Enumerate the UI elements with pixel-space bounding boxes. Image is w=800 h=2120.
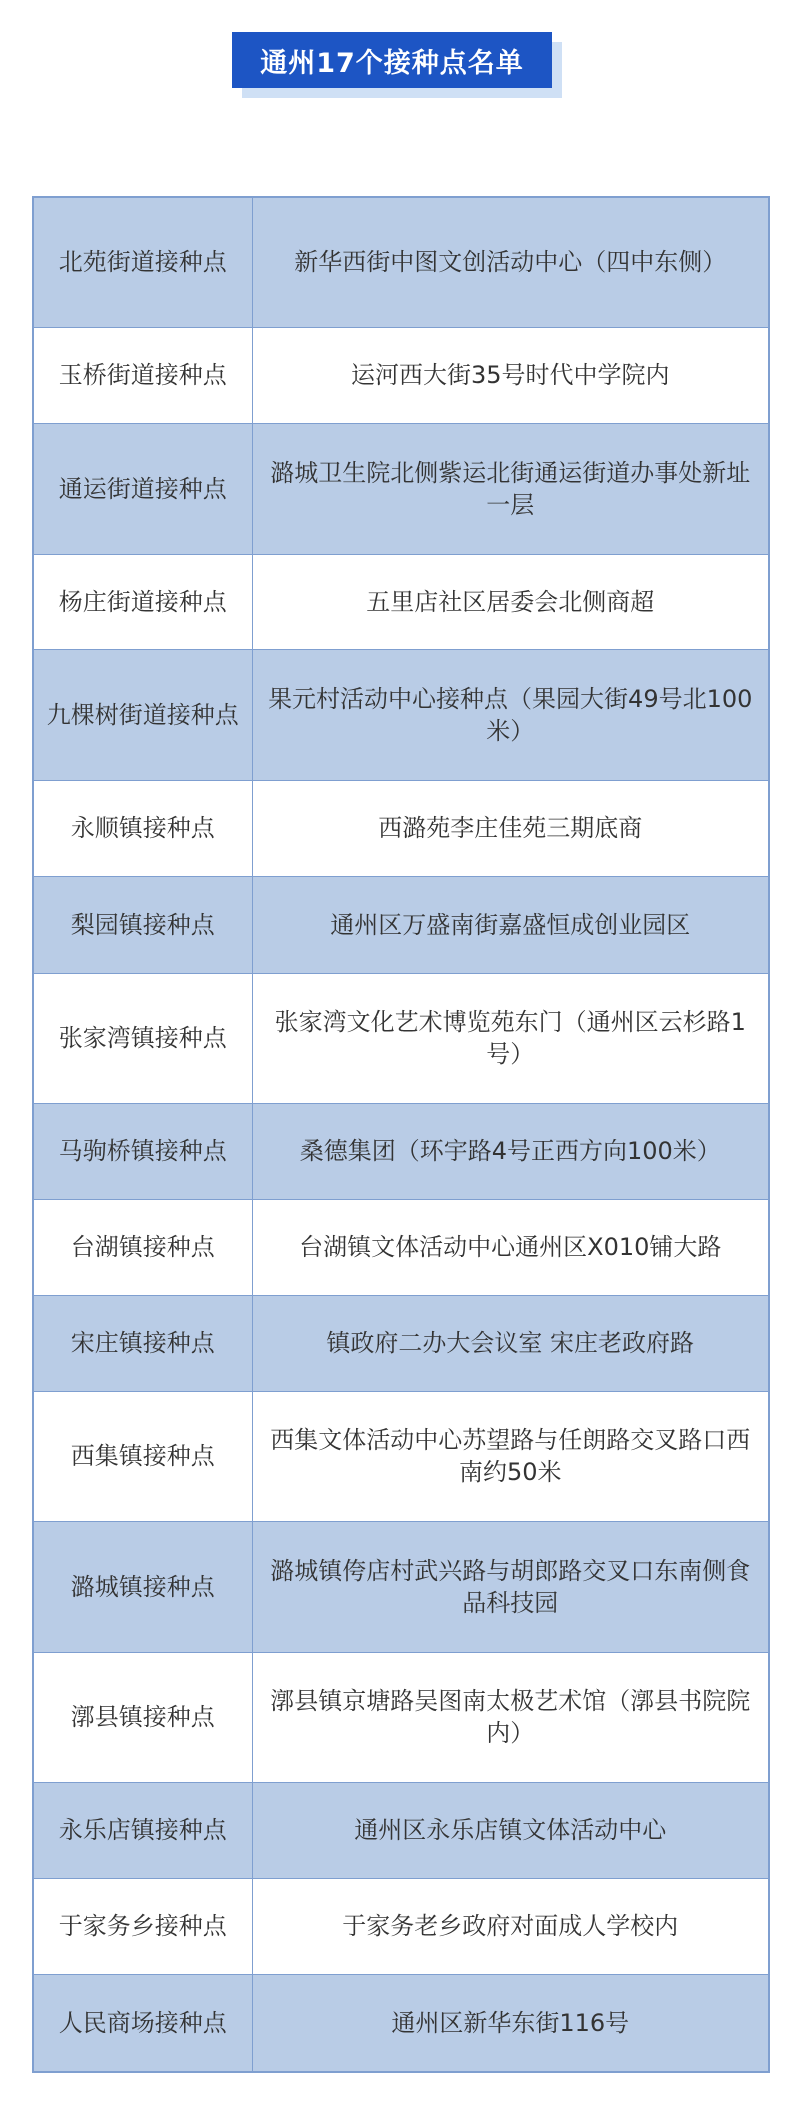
table-row — [33, 1782, 769, 1878]
table-row — [33, 327, 769, 423]
table-row — [33, 1974, 769, 2072]
table-row — [33, 1199, 769, 1295]
title-banner — [232, 32, 562, 98]
site-name-cell: 张家湾镇接种点 — [33, 973, 252, 1103]
table-row — [33, 973, 769, 1103]
site-name-cell: 永顺镇接种点 — [33, 780, 252, 876]
table-body — [33, 197, 769, 2072]
table-row — [33, 1652, 769, 1782]
site-name-cell: 北苑街道接种点 — [33, 197, 252, 327]
site-name-cell: 通运街道接种点 — [33, 423, 252, 554]
site-address-cell: 潞城卫生院北侧紫运北街通运街道办事处新址一层 — [252, 423, 769, 554]
site-name-cell: 杨庄街道接种点 — [33, 554, 252, 649]
site-address-cell: 于家务老乡政府对面成人学校内 — [252, 1878, 769, 1974]
site-address-cell: 五里店社区居委会北侧商超 — [252, 554, 769, 649]
table-row — [33, 1103, 769, 1199]
table-row — [33, 1391, 769, 1521]
site-address-cell: 新华西街中图文创活动中心（四中东侧） — [252, 197, 769, 327]
table-row — [33, 649, 769, 780]
site-name-cell: 玉桥街道接种点 — [33, 327, 252, 423]
table-row — [33, 780, 769, 876]
table-row — [33, 554, 769, 649]
site-name-cell: 马驹桥镇接种点 — [33, 1103, 252, 1199]
site-address-cell: 潞城镇侉店村武兴路与胡郎路交叉口东南侧食品科技园 — [252, 1521, 769, 1652]
site-name-cell: 梨园镇接种点 — [33, 876, 252, 973]
site-name-cell: 宋庄镇接种点 — [33, 1295, 252, 1391]
site-address-cell: 桑德集团（环宇路4号正西方向100米） — [252, 1103, 769, 1199]
site-name-cell: 于家务乡接种点 — [33, 1878, 252, 1974]
site-name-cell: 人民商场接种点 — [33, 1974, 252, 2072]
site-address-cell: 镇政府二办大会议室 宋庄老政府路 — [252, 1295, 769, 1391]
table-row — [33, 423, 769, 554]
site-address-cell: 张家湾文化艺术博览苑东门（通州区云杉路1号） — [252, 973, 769, 1103]
site-name-cell: 九棵树街道接种点 — [33, 649, 252, 780]
table-row — [33, 197, 769, 327]
site-name-cell: 潞城镇接种点 — [33, 1521, 252, 1652]
site-name-cell: 永乐店镇接种点 — [33, 1782, 252, 1878]
table-row — [33, 876, 769, 973]
site-address-cell: 西潞苑李庄佳苑三期底商 — [252, 780, 769, 876]
site-address-cell: 通州区万盛南街嘉盛恒成创业园区 — [252, 876, 769, 973]
vaccination-sites-table-wrap — [32, 196, 768, 2073]
table-row — [33, 1878, 769, 1974]
site-address-cell: 通州区新华东街116号 — [252, 1974, 769, 2072]
site-name-cell: 西集镇接种点 — [33, 1391, 252, 1521]
page-title: 通州17个接种点名单 — [232, 32, 552, 88]
site-address-cell: 西集文体活动中心苏望路与任朗路交叉路口西南约50米 — [252, 1391, 769, 1521]
table-row — [33, 1295, 769, 1391]
site-name-cell: 漷县镇接种点 — [33, 1652, 252, 1782]
site-address-cell: 通州区永乐店镇文体活动中心 — [252, 1782, 769, 1878]
site-name-cell: 台湖镇接种点 — [33, 1199, 252, 1295]
site-address-cell: 果元村活动中心接种点（果园大街49号北100米） — [252, 649, 769, 780]
vaccination-sites-table — [32, 196, 770, 2073]
site-address-cell: 漷县镇京塘路吴图南太极艺术馆（漷县书院院内） — [252, 1652, 769, 1782]
site-address-cell: 台湖镇文体活动中心通州区X010铺大路 — [252, 1199, 769, 1295]
site-address-cell: 运河西大街35号时代中学院内 — [252, 327, 769, 423]
table-row — [33, 1521, 769, 1652]
